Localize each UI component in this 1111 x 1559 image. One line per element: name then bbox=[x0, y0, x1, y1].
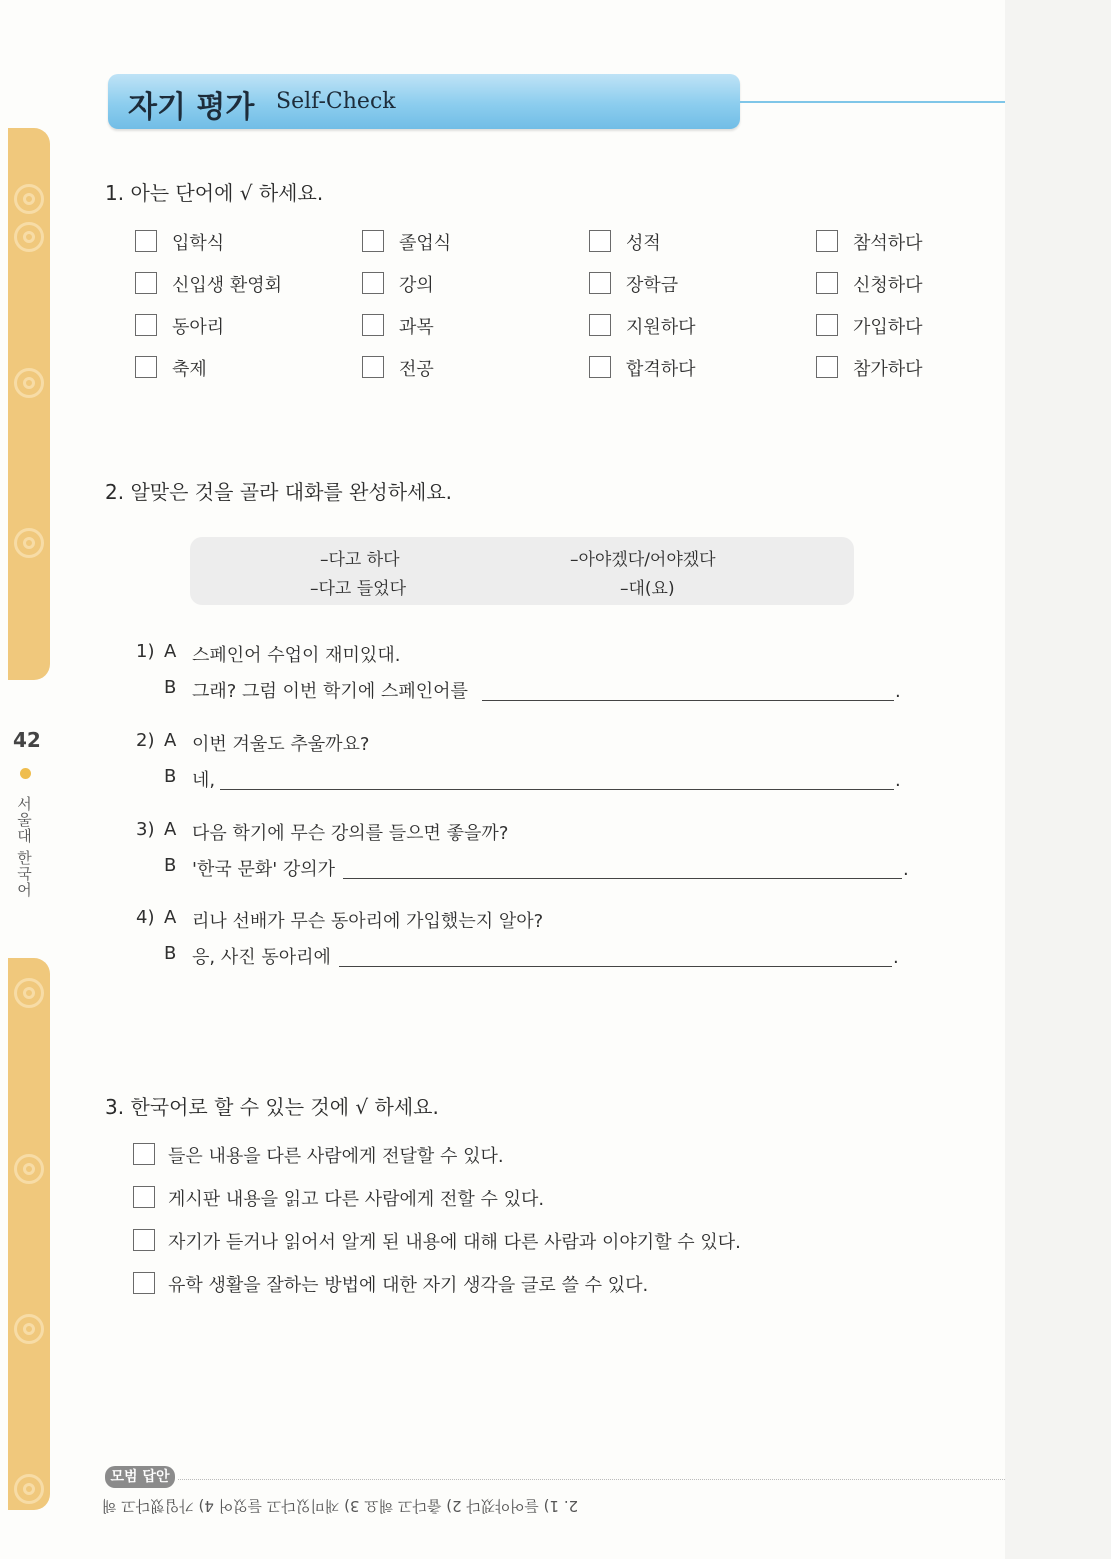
word-label: 과목 bbox=[399, 317, 434, 338]
answer-blank[interactable] bbox=[220, 789, 894, 790]
word-label: 신입생 환영회 bbox=[172, 275, 283, 296]
dialogue-line-b: '한국 문화' 강의가 bbox=[192, 859, 336, 880]
speaker-b: B bbox=[164, 943, 177, 964]
word-label: 장학금 bbox=[626, 275, 679, 296]
word-checkbox[interactable] bbox=[135, 356, 157, 378]
cloud-swirl-icon bbox=[14, 1154, 44, 1184]
word-checkbox[interactable] bbox=[135, 314, 157, 336]
word-label: 성적 bbox=[626, 233, 661, 254]
sentence-period: . bbox=[895, 770, 901, 791]
section-subtitle: Self-Check bbox=[276, 89, 396, 114]
word-label: 강의 bbox=[399, 275, 434, 296]
word-checkbox[interactable] bbox=[135, 272, 157, 294]
can-do-checkbox[interactable] bbox=[133, 1143, 155, 1165]
answer-key-rule bbox=[178, 1479, 1005, 1480]
can-do-checkbox[interactable] bbox=[133, 1229, 155, 1251]
cloud-swirl-icon bbox=[14, 184, 44, 214]
cloud-swirl-icon bbox=[14, 1474, 44, 1504]
dialogue-number: 2) bbox=[136, 730, 155, 751]
word-checkbox[interactable] bbox=[362, 356, 384, 378]
word-checkbox[interactable] bbox=[816, 356, 838, 378]
sentence-period: . bbox=[893, 947, 899, 968]
cloud-swirl-icon bbox=[14, 222, 44, 252]
expression-option: –다고 하다 bbox=[320, 550, 400, 570]
word-checkbox[interactable] bbox=[362, 314, 384, 336]
speaker-a: A bbox=[164, 907, 177, 928]
cloud-swirl-icon bbox=[14, 978, 44, 1008]
question-1-prompt: 1. 아는 단어에 √ 하세요. bbox=[105, 181, 324, 205]
word-checkbox[interactable] bbox=[816, 272, 838, 294]
question-3-prompt: 3. 한국어로 할 수 있는 것에 √ 하세요. bbox=[105, 1095, 439, 1119]
word-label: 합격하다 bbox=[626, 359, 696, 380]
page-number: 42 bbox=[13, 728, 41, 752]
word-label: 참석하다 bbox=[853, 233, 923, 254]
word-label: 가입하다 bbox=[853, 317, 923, 338]
expression-option: –다고 들었다 bbox=[310, 579, 407, 599]
header-divider-line bbox=[740, 101, 1005, 103]
word-checkbox[interactable] bbox=[589, 272, 611, 294]
word-checkbox[interactable] bbox=[816, 314, 838, 336]
expression-option: –대(요) bbox=[620, 579, 675, 599]
sentence-period: . bbox=[903, 859, 909, 880]
word-label: 신청하다 bbox=[853, 275, 923, 296]
word-label: 참가하다 bbox=[853, 359, 923, 380]
can-do-checkbox[interactable] bbox=[133, 1186, 155, 1208]
book-title-caption: 서울대 한국어 bbox=[15, 796, 33, 898]
speaker-b: B bbox=[164, 677, 177, 698]
side-decoration-top bbox=[8, 128, 50, 680]
answer-key-badge: 모범 답안 bbox=[105, 1466, 175, 1488]
cloud-swirl-icon bbox=[14, 368, 44, 398]
page-dot-icon bbox=[20, 768, 31, 779]
answer-blank[interactable] bbox=[339, 966, 892, 967]
side-decoration-bottom bbox=[8, 958, 50, 1510]
answer-blank[interactable] bbox=[343, 878, 902, 879]
can-do-statement: 게시판 내용을 읽고 다른 사람에게 전할 수 있다. bbox=[168, 1189, 545, 1210]
answer-key-text: 2. 1) 들어야겠다 2) 춥다고 해요 3) 재미있다고 들었어 4) 가입했다고 해 bbox=[102, 1497, 579, 1515]
word-label: 졸업식 bbox=[399, 233, 452, 254]
can-do-checkbox[interactable] bbox=[133, 1272, 155, 1294]
section-header-banner bbox=[108, 74, 740, 129]
speaker-a: A bbox=[164, 819, 177, 840]
speaker-a: A bbox=[164, 730, 177, 751]
can-do-statement: 자기가 듣거나 읽어서 알게 된 내용에 대해 다른 사람과 이야기할 수 있다. bbox=[168, 1232, 741, 1253]
page-edge-shadow bbox=[1005, 0, 1111, 1559]
answer-blank[interactable] bbox=[482, 700, 894, 701]
word-checkbox[interactable] bbox=[135, 230, 157, 252]
sentence-period: . bbox=[895, 681, 901, 702]
speaker-a: A bbox=[164, 641, 177, 662]
expression-choice-box bbox=[190, 537, 854, 605]
dialogue-number: 3) bbox=[136, 819, 155, 840]
word-checkbox[interactable] bbox=[362, 272, 384, 294]
speaker-b: B bbox=[164, 855, 177, 876]
word-checkbox[interactable] bbox=[816, 230, 838, 252]
word-checkbox[interactable] bbox=[589, 356, 611, 378]
speaker-b: B bbox=[164, 766, 177, 787]
dialogue-number: 1) bbox=[136, 641, 155, 662]
word-label: 전공 bbox=[399, 359, 434, 380]
expression-option: –아야겠다/어야겠다 bbox=[570, 550, 716, 570]
dialogue-line-b: 그래? 그럼 이번 학기에 스페인어를 bbox=[192, 681, 468, 702]
dialogue-number: 4) bbox=[136, 907, 155, 928]
cloud-swirl-icon bbox=[14, 1314, 44, 1344]
word-checkbox[interactable] bbox=[589, 230, 611, 252]
dialogue-line-a: 이번 겨울도 추울까요? bbox=[192, 734, 370, 755]
can-do-statement: 들은 내용을 다른 사람에게 전달할 수 있다. bbox=[168, 1146, 504, 1167]
dialogue-line-a: 스페인어 수업이 재미있대. bbox=[192, 645, 401, 666]
word-label: 지원하다 bbox=[626, 317, 696, 338]
question-2-prompt: 2. 알맞은 것을 골라 대화를 완성하세요. bbox=[105, 480, 453, 504]
section-title: 자기 평가 bbox=[128, 90, 255, 125]
cloud-swirl-icon bbox=[14, 528, 44, 558]
word-checkbox[interactable] bbox=[589, 314, 611, 336]
dialogue-line-b: 응, 사진 동아리에 bbox=[192, 947, 331, 968]
dialogue-line-a: 다음 학기에 무슨 강의를 들으면 좋을까? bbox=[192, 823, 509, 844]
dialogue-line-b: 네, bbox=[192, 770, 216, 791]
word-label: 축제 bbox=[172, 359, 207, 380]
can-do-statement: 유학 생활을 잘하는 방법에 대한 자기 생각을 글로 쓸 수 있다. bbox=[168, 1275, 649, 1296]
word-label: 입학식 bbox=[172, 233, 225, 254]
word-checkbox[interactable] bbox=[362, 230, 384, 252]
word-label: 동아리 bbox=[172, 317, 225, 338]
dialogue-line-a: 리나 선배가 무슨 동아리에 가입했는지 알아? bbox=[192, 911, 544, 932]
